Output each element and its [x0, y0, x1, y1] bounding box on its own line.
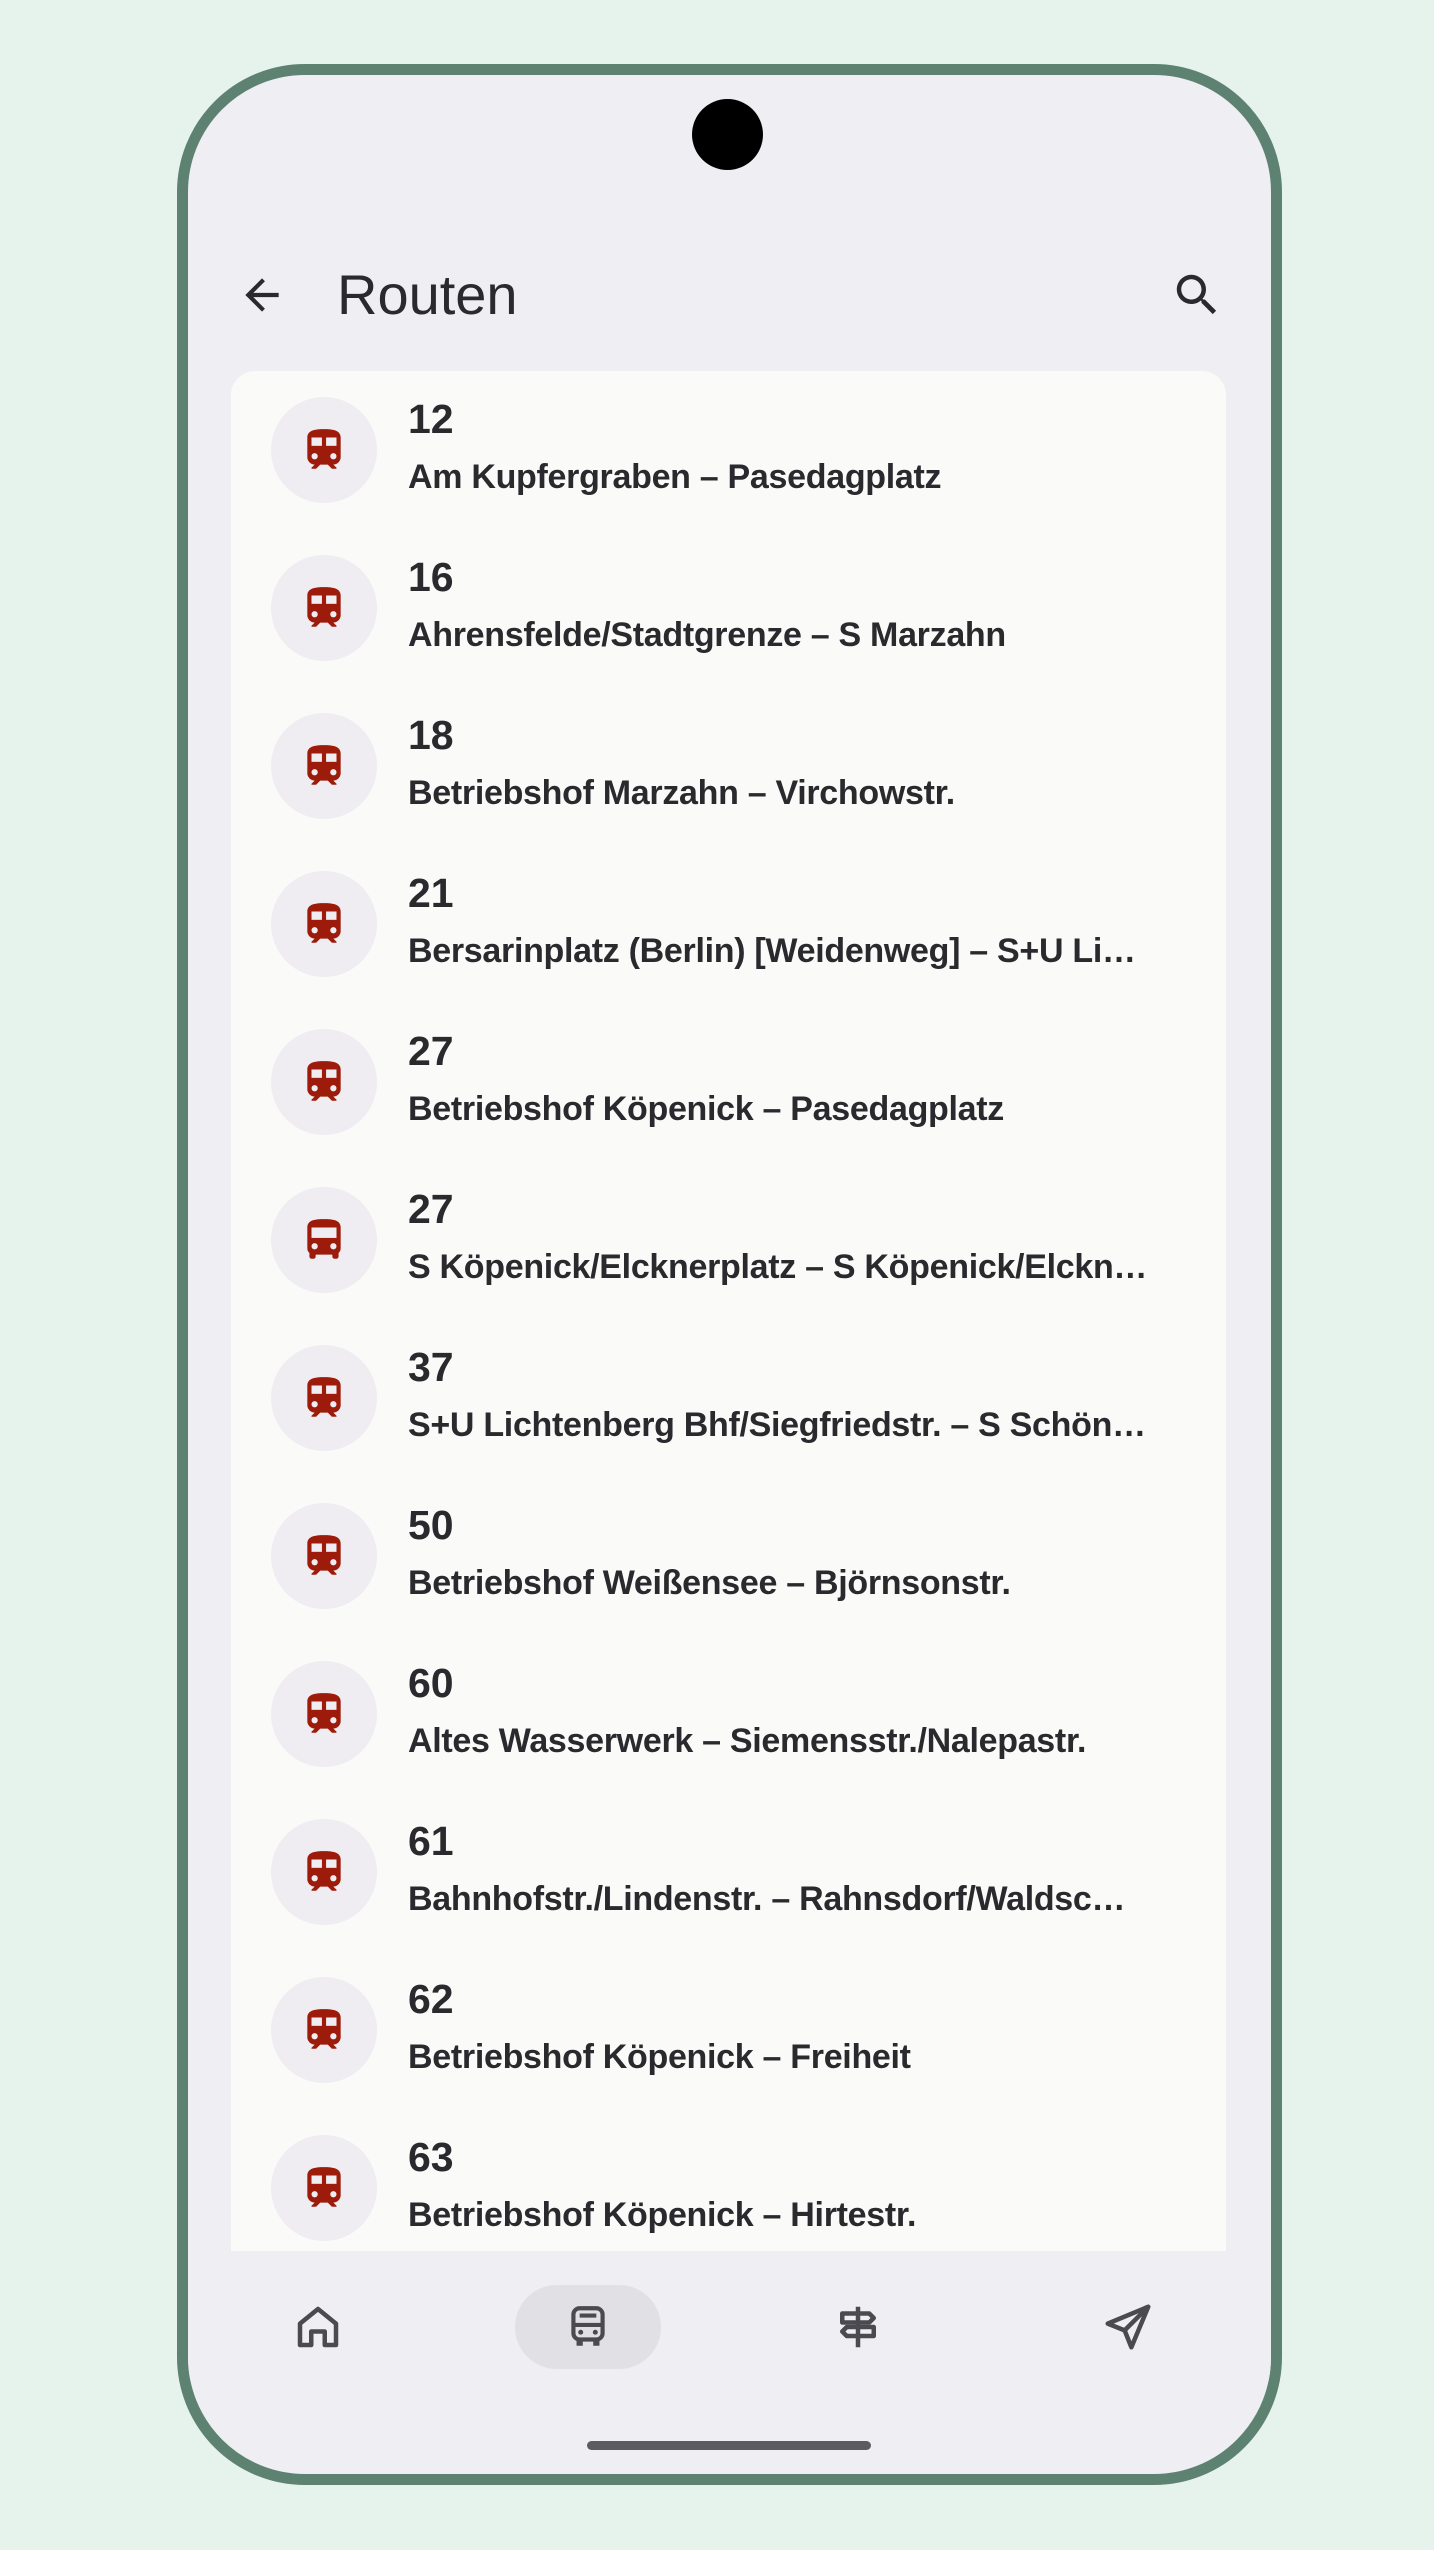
search-icon — [1170, 268, 1224, 322]
signpost-icon — [831, 2300, 885, 2354]
route-description: Am Kupfergraben – Pasedagplatz — [408, 458, 942, 496]
route-type-badge — [271, 871, 377, 977]
tram-icon — [299, 2163, 349, 2213]
route-list-item[interactable] — [231, 2109, 1226, 2251]
route-type-badge — [271, 555, 377, 661]
route-list-item[interactable] — [231, 529, 1226, 687]
route-list-item[interactable] — [231, 1793, 1226, 1951]
route-list-item[interactable] — [231, 1161, 1226, 1319]
route-description: Ahrensfelde/Stadtgrenze – S Marzahn — [408, 616, 1006, 654]
route-list-item[interactable] — [231, 1477, 1226, 1635]
route-list-item[interactable] — [231, 371, 1226, 529]
tram-icon — [299, 1847, 349, 1897]
route-number: 60 — [408, 1660, 454, 1706]
route-type-badge — [271, 1819, 377, 1925]
route-number: 50 — [408, 1502, 454, 1548]
page-title: Routen — [337, 263, 518, 326]
route-number: 12 — [408, 396, 454, 442]
route-number: 61 — [408, 1818, 454, 1864]
route-description: Bahnhofstr./Lindenstr. – Rahnsdorf/Waldsc… — [408, 1880, 1126, 1918]
route-list — [231, 371, 1226, 2251]
route-number: 63 — [408, 2134, 454, 2180]
tram-icon — [299, 583, 349, 633]
navigation-arrow-icon — [1101, 2300, 1155, 2354]
route-description: Betriebshof Köpenick – Pasedagplatz — [408, 1090, 1004, 1128]
route-description: Betriebshof Marzahn – Virchowstr. — [408, 774, 955, 812]
nav-routes[interactable] — [515, 2285, 661, 2369]
nav-home[interactable] — [245, 2285, 391, 2369]
tram-icon — [299, 1531, 349, 1581]
route-number: 21 — [408, 870, 454, 916]
route-type-badge — [271, 1029, 377, 1135]
route-type-badge — [271, 1661, 377, 1767]
tram-icon — [299, 1689, 349, 1739]
nav-directions[interactable] — [785, 2285, 931, 2369]
search-button[interactable] — [1167, 265, 1227, 325]
home-icon — [291, 2300, 345, 2354]
route-description: Altes Wasserwerk – Siemensstr./Nalepastr. — [408, 1722, 1087, 1760]
route-type-badge — [271, 713, 377, 819]
route-list-item[interactable] — [231, 1319, 1226, 1477]
tram-icon — [299, 1057, 349, 1107]
back-button[interactable] — [232, 265, 292, 325]
route-number: 62 — [408, 1976, 454, 2022]
route-number: 27 — [408, 1028, 454, 1074]
bus-icon — [299, 1215, 349, 1265]
bottom-navigation — [188, 2251, 1271, 2381]
bus-icon — [563, 2302, 613, 2352]
phone-frame — [177, 64, 1282, 2485]
route-description: Bersarinplatz (Berlin) [Weidenweg] – S+U Li… — [408, 932, 1136, 970]
arrow-left-icon — [237, 270, 287, 320]
route-number: 18 — [408, 712, 454, 758]
tram-icon — [299, 425, 349, 475]
route-list-item[interactable] — [231, 1951, 1226, 2109]
gesture-home-bar[interactable] — [587, 2441, 871, 2450]
route-description: S+U Lichtenberg Bhf/Siegfriedstr. – S Schön… — [408, 1406, 1146, 1444]
route-description: Betriebshof Köpenick – Freiheit — [408, 2038, 911, 2076]
tram-icon — [299, 1373, 349, 1423]
route-type-badge — [271, 397, 377, 503]
route-type-badge — [271, 1977, 377, 2083]
route-type-badge — [271, 2135, 377, 2241]
route-number: 37 — [408, 1344, 454, 1390]
route-type-badge — [271, 1345, 377, 1451]
route-description: Betriebshof Weißensee – Björnsonstr. — [408, 1564, 1011, 1602]
route-list-item[interactable] — [231, 1635, 1226, 1793]
route-type-badge — [271, 1503, 377, 1609]
route-type-badge — [271, 1187, 377, 1293]
route-list-item[interactable] — [231, 687, 1226, 845]
tram-icon — [299, 741, 349, 791]
front-camera — [692, 99, 763, 170]
route-number: 16 — [408, 554, 454, 600]
route-number: 27 — [408, 1186, 454, 1232]
route-list-item[interactable] — [231, 1003, 1226, 1161]
tram-icon — [299, 899, 349, 949]
route-list-item[interactable] — [231, 845, 1226, 1003]
route-description: Betriebshof Köpenick – Hirtestr. — [408, 2196, 917, 2234]
tram-icon — [299, 2005, 349, 2055]
route-description: S Köpenick/Elcknerplatz – S Köpenick/Elckn… — [408, 1248, 1148, 1286]
nav-navigate[interactable] — [1055, 2285, 1201, 2369]
top-app-bar — [188, 235, 1271, 355]
